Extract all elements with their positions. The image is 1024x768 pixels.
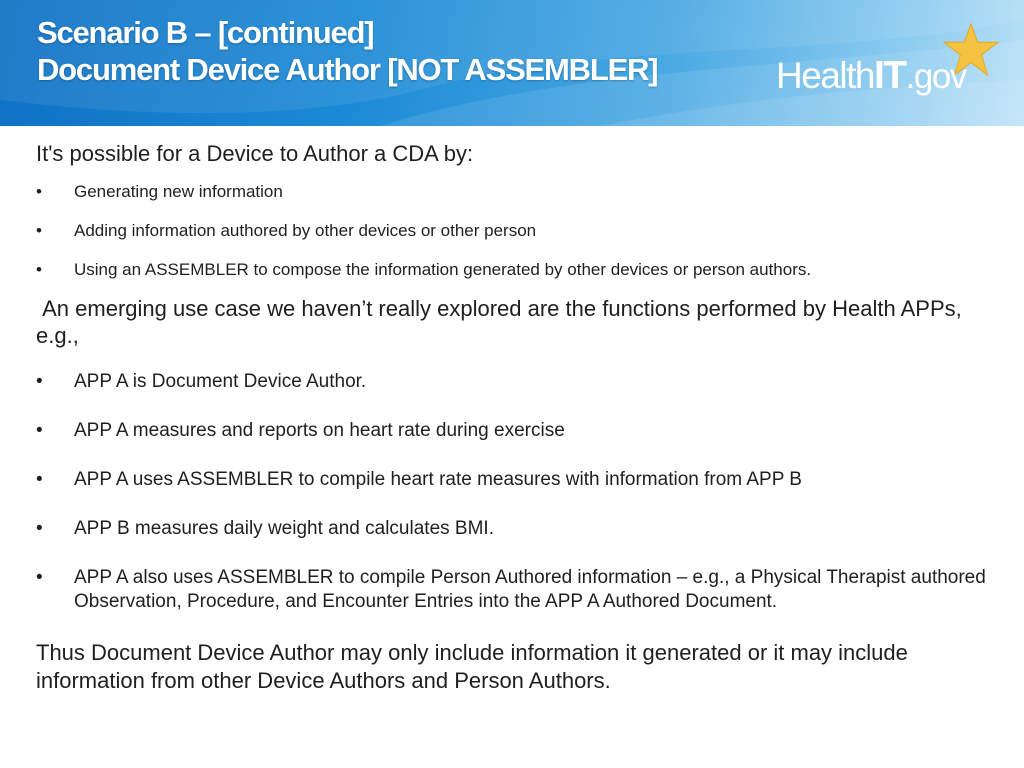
list-item — [36, 370, 998, 394]
bullet-icon: • — [36, 420, 43, 441]
list-item — [36, 419, 998, 443]
list-item — [36, 566, 998, 614]
bullet-icon: • — [36, 221, 42, 240]
list-item-text: APP A uses ASSEMBLER to compile heart rate measures with information from APP B — [74, 469, 802, 490]
healthit-logo — [776, 22, 1006, 112]
list-item-text: Generating new information — [74, 182, 283, 201]
app-bullet-list — [36, 370, 998, 614]
bullet-icon: • — [36, 518, 43, 539]
list-item-text: APP A measures and reports on heart rate during exercise — [74, 420, 565, 441]
list-item — [36, 517, 998, 541]
bullet-icon: • — [36, 567, 43, 588]
list-item-text: Using an ASSEMBLER to compose the information generated by other devices or person authors. — [74, 260, 812, 279]
conclusion-text: Thus Document Device Author may only include information it generated or it may include information from other Device Authors and Person Authors. — [36, 640, 908, 693]
list-item-text: Adding information authored by other devices or other person — [74, 221, 537, 240]
page-title — [37, 14, 657, 88]
logo-gov: .gov — [905, 57, 966, 96]
list-item-text: APP A is Document Device Author. — [74, 371, 367, 392]
device-author-bullet-list — [36, 181, 998, 281]
list-item — [36, 259, 998, 281]
header-banner — [0, 0, 1024, 126]
list-item — [36, 468, 998, 492]
list-item-text: APP B measures daily weight and calculates BMI. — [74, 518, 494, 539]
bullet-icon: • — [36, 260, 42, 279]
logo-it: IT — [873, 54, 906, 97]
bullet-icon: • — [36, 469, 43, 490]
emerging-use-case-text: An emerging use case we haven’t really explored are the functions performed by Health APPs, e.g., — [36, 296, 968, 348]
bullet-icon: • — [36, 182, 42, 201]
logo-wordmark — [776, 56, 966, 97]
title-line-1: Scenario B – [continued] — [37, 15, 374, 50]
list-item — [36, 220, 998, 242]
logo-health: Health — [776, 55, 874, 96]
bullet-icon: • — [36, 371, 43, 392]
title-line-2: Document Device Author [NOT ASSEMBLER] — [37, 52, 658, 87]
slide-body — [36, 140, 998, 695]
list-item — [36, 181, 998, 203]
list-item-text: APP A also uses ASSEMBLER to compile Person Authored information – e.g., a Physical Therapist authored Observation, Procedure, and Encounter Entries into the APP A Authored Document. — [74, 567, 986, 612]
intro-text: It's possible for a Device to Author a CDA by: — [36, 141, 474, 166]
